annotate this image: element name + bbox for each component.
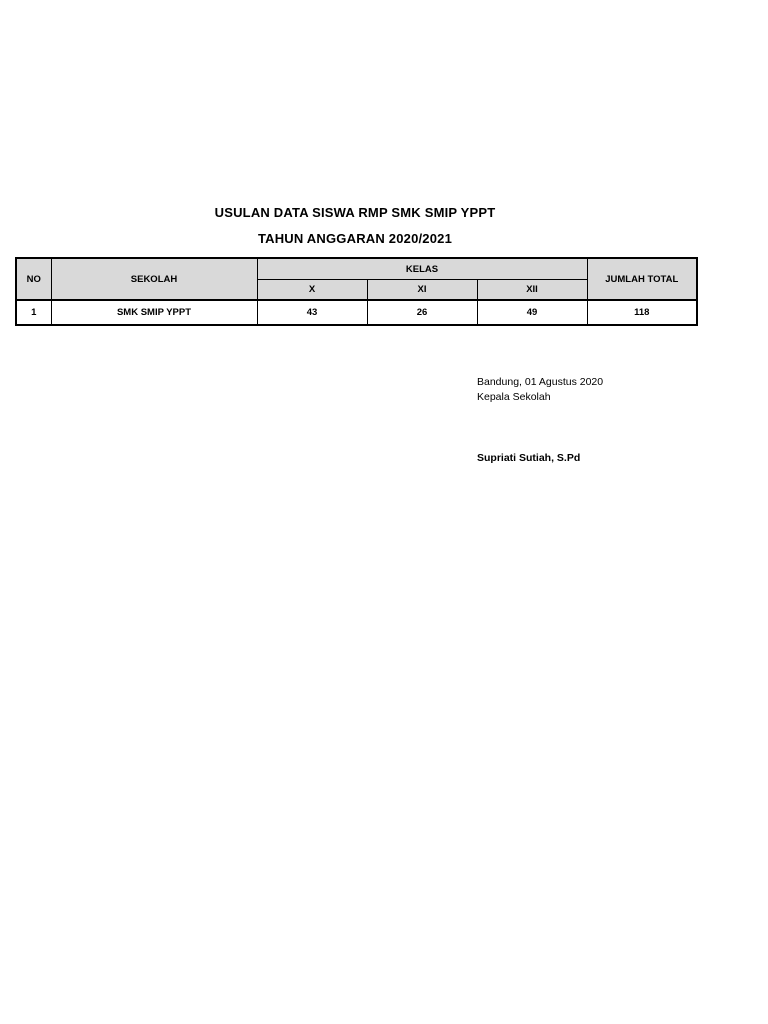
header-kelas-x: X <box>257 280 367 301</box>
header-no: NO <box>16 258 51 300</box>
cell-sekolah: SMK SMIP YPPT <box>51 300 257 325</box>
document-subtitle: TAHUN ANGGARAN 2020/2021 <box>257 231 453 246</box>
header-sekolah: SEKOLAH <box>51 258 257 300</box>
header-kelas: KELAS <box>257 258 587 280</box>
document-title: USULAN DATA SISWA RMP SMK SMIP YPPT <box>214 205 496 220</box>
cell-jumlah-total: 118 <box>587 300 697 325</box>
cell-kelas-xi: 26 <box>367 300 477 325</box>
table-row <box>16 300 697 325</box>
signature-place-date: Bandung, 01 Agustus 2020 <box>477 376 604 388</box>
signature-role: Kepala Sekolah <box>477 391 551 403</box>
header-kelas-xii: XII <box>477 280 587 301</box>
header-kelas-xi: XI <box>367 280 477 301</box>
cell-kelas-xii: 49 <box>477 300 587 325</box>
cell-no: 1 <box>16 300 51 325</box>
cell-kelas-x: 43 <box>257 300 367 325</box>
student-data-table <box>15 257 698 326</box>
header-jumlah-total: JUMLAH TOTAL <box>587 258 697 300</box>
signature-name: Supriati Sutiah, S.Pd <box>477 452 581 464</box>
